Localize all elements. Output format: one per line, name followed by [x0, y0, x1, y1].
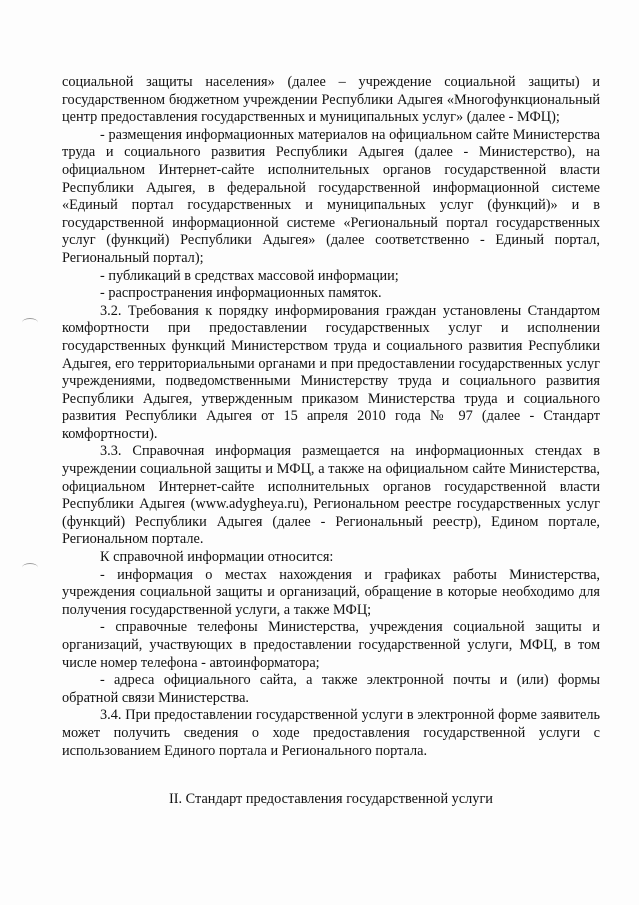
paragraph: 3.4. При предоставлении государственной услуги в электронной форме заявитель может получить сведения о ходе предоставления государственной услуги с использованием Единого портала и Регионального портала.: [62, 707, 600, 759]
paragraph: - публикаций в средствах массовой информации;: [100, 267, 399, 284]
margin-mark-icon: [22, 318, 38, 327]
section-heading: II. Стандарт предоставления государственной услуги: [169, 791, 493, 807]
document-body: [62, 74, 600, 760]
paragraph: - адреса официального сайта, а также электронной почты и (или) формы обратной связи Министерства.: [62, 672, 600, 706]
paragraph: социальной защиты населения» (далее – учреждение социальной защиты) и государственном бюджетном учреждении Республики Адыгея «Многофункциональный центр предоставления государственных и муниципальных услуг» (далее - МФЦ);: [62, 74, 600, 126]
paragraph: К справочной информации относится:: [100, 549, 334, 566]
paragraph: - распространения информационных памяток.: [100, 285, 382, 302]
paragraph: - размещения информационных материалов на официальном сайте Министерства труда и социального развития Республики Адыгея (далее - Министерство), на официальном Интернет-сайте исполнительных органов государственной власти Республики Адыгея, в федеральной государственной информационной системе «Единый портал государственных и муниципальных услуг (функций)» и в государственной информационной системе «Региональный портал государственных услуг (функций) Республики Адыгея» (далее соответственно - Единый портал, Региональный портал);: [62, 126, 600, 266]
margin-mark-icon: [22, 563, 38, 572]
paragraph: - справочные телефоны Министерства, учреждения социальной защиты и организаций, участвующих в предоставлении государственной услуги, МФЦ, в том числе номер телефона - автоинформатора;: [62, 619, 600, 671]
paragraph: 3.2. Требования к порядку информирования граждан установлены Стандартом комфортности при предоставлении государственных услуг и исполнении государственных функций Министерством труда и социального развития Республики Адыгея, его территориальными органами и при предоставлении государственных услуг учреждениями, подведомственными Министерству труда и социального развития Республики Адыгея, утвержденным приказом Министерства труда и социального развития Республики Адыгея от 15 апреля 2010 года № 97 (далее - Стандарт комфортности).: [62, 302, 600, 442]
paragraph: - информация о местах нахождения и графиках работы Министерства, учреждения социальной защиты и организаций, обращение в которые необходимо для получения государственной услуги, а также МФЦ;: [62, 566, 600, 618]
paragraph: 3.3. Справочная информация размещается на информационных стендах в учреждении социальной защиты и МФЦ, а также на официальном сайте Министерства, официальном Интернет-сайте исполнительных органов государственной власти Республики Адыгея (www.adygheya.ru), Региональном реестре государственных услуг (функций) Республики Адыгея (далее - Региональный реестр), Едином портале, Региональном портале.: [62, 443, 600, 548]
